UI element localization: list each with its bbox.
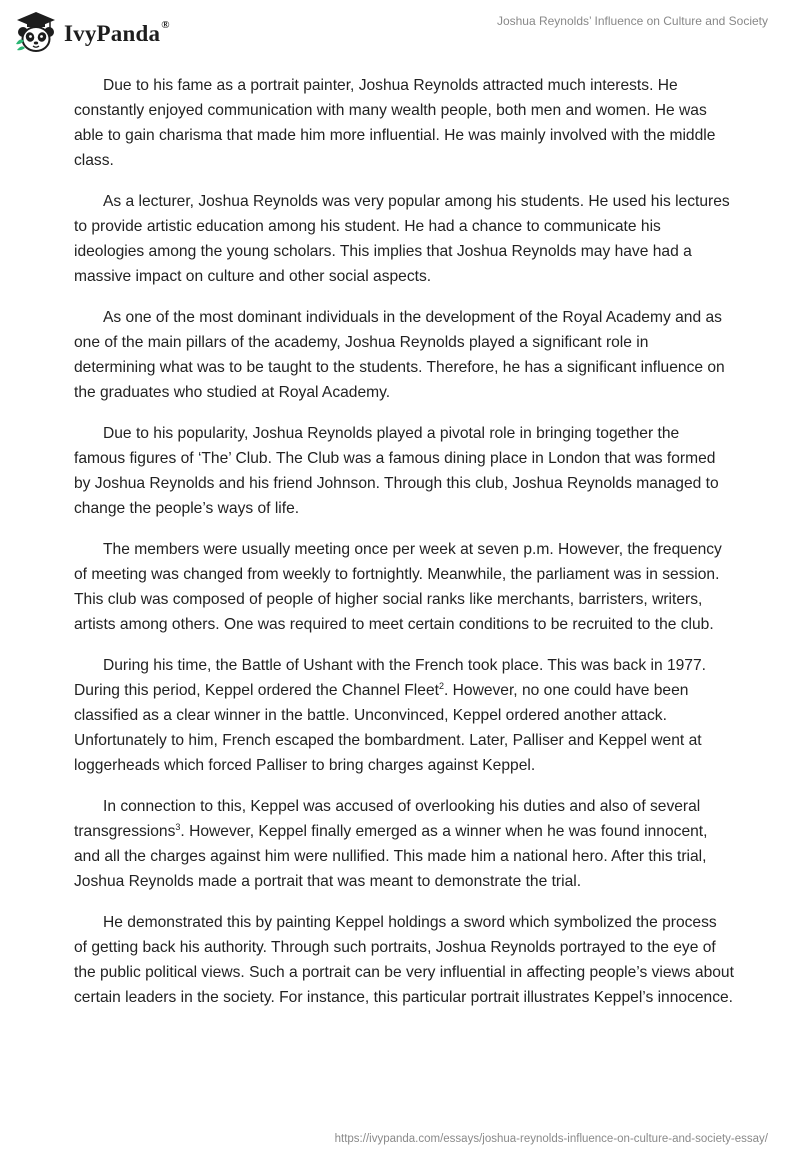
paragraph-text: . However, Keppel finally emerged as a winner when he was found innocent, and all the charges against him were nullified. This made him a national hero. After this trial, Joshua Reynolds made a portrait that was meant to demonstrate the trial. (74, 823, 708, 890)
paragraph: Due to his fame as a portrait painter, Joshua Reynolds attracted much interests. He constantly enjoyed communication with many wealth people, both men and women. He was able to gain charisma that made him more influential. He was mainly involved with the middle class. (74, 77, 716, 169)
footnote-marker[interactable]: 2 (438, 680, 444, 691)
brand-text: IvyPanda (64, 21, 161, 46)
paragraph: As a lecturer, Joshua Reynolds was very popular among his students. He used his lectures to provide artistic education among his student. He had a chance to communicate his ideologies among the young scholars. This implies that Joshua Reynolds may have had a massive impact on culture and other social aspects. (74, 193, 730, 285)
essay-body (74, 73, 734, 1026)
paragraph-text: In connection to this, Keppel was accused of overlooking his duties and also of several transgressions (74, 798, 701, 840)
paragraph-text: . However, no one could have been classified as a clear winner in the battle. Unconvinced, Keppel ordered another attack. Unfortunately to him, French escaped the bombardment. Later, Palliser and Keppel went at loggerheads which forced Palliser to bring charges against Keppel. (74, 682, 702, 774)
registered-mark: ® (161, 19, 170, 31)
panda-graduation-cap-logo-icon (14, 10, 58, 54)
ivypanda-logo[interactable] (14, 10, 170, 54)
source-url[interactable]: https://ivypanda.com/essays/joshua-reynolds-influence-on-culture-and-society-essay/ (334, 1133, 768, 1145)
page-header (0, 0, 800, 70)
paragraph: He demonstrated this by painting Keppel holdings a sword which symbolized the process of getting back his authority. Through such portraits, Joshua Reynolds portrayed to the eye of the public political views. Such a portrait can be very influential in affecting people’s views about certain leaders in the society. For instance, this particular portrait illustrates Keppel’s innocence. (74, 914, 734, 1006)
footnote-marker[interactable]: 3 (175, 821, 181, 832)
paragraph: The members were usually meeting once per week at seven p.m. However, the frequency of meeting was changed from weekly to fortnightly. Meanwhile, the parliament was in session. This club was composed of people of higher social ranks like merchants, barristers, writers, artists among others. One was required to meet certain conditions to be recruited to the club. (74, 541, 722, 633)
paragraph: As one of the most dominant individuals in the development of the Royal Academy and as one of the main pillars of the academy, Joshua Reynolds played a significant role in determining what was to be taught to the students. Therefore, he has a significant influence on the graduates who studied at Royal Academy. (74, 309, 725, 401)
brand-name (64, 21, 170, 47)
paragraph (74, 794, 734, 894)
paragraph (74, 653, 734, 778)
paragraph-text: During his time, the Battle of Ushant with the French took place. This was back in 1977. During this period, Keppel ordered the Channel Fleet (74, 657, 706, 699)
document-title: Joshua Reynolds’ Influence on Culture and Society (496, 14, 768, 28)
paragraph: Due to his popularity, Joshua Reynolds played a pivotal role in bringing together the famous figures of ‘The’ Club. The Club was a famous dining place in London that was formed by Joshua Reynolds and his friend Johnson. Through this club, Joshua Reynolds managed to change the people’s ways of life. (74, 425, 719, 517)
